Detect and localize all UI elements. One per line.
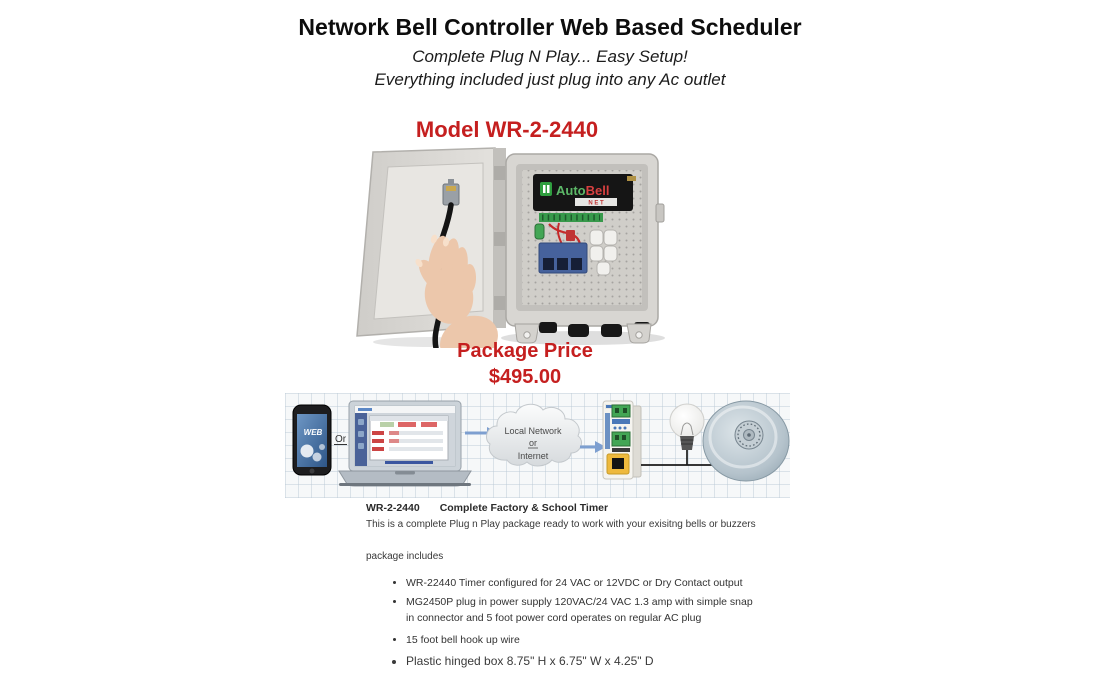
detail-intro: This is a complete Plug n Play package ready to work with your exisitng bells or buzzers [366, 519, 756, 530]
autobell-module [533, 174, 636, 211]
or-label: Or [335, 434, 347, 445]
cloud-text-line1: Local Network [504, 426, 562, 436]
detail-model-code: WR-2-2440 [366, 502, 420, 514]
bell-icon [703, 401, 789, 481]
enclosure-illustration [343, 146, 668, 348]
package-price-label: Package Price [457, 340, 593, 362]
cloud-text-line3: Internet [517, 451, 549, 461]
detail-model-title: Complete Factory & School Timer [439, 502, 609, 514]
cloud-text-line2: or [528, 438, 538, 448]
package-bullet: • WR-22440 Timer configured for 24 VAC or 12VDC or Dry Contact output [406, 576, 761, 592]
arrow-to-controller [580, 441, 606, 453]
model-heading: Model WR-2-2440 [415, 117, 599, 142]
package-includes-label: package includes [366, 551, 444, 562]
package-price-amount: $495.00 [488, 366, 562, 388]
network-diagram [285, 393, 790, 498]
subtitle-line-2: Everything included just plug into any Ac outlet [374, 70, 726, 89]
package-bullet: • MG2450P plug in power supply 120VAC/24 VAC 1.3 amp with simple snap in connector and 5 foot power cord operates on regular AC plug [406, 595, 761, 627]
autobell-brand-text: AutoBell [556, 183, 610, 198]
package-bullet: • Plastic hinged box 8.75" H x 6.75" W x 4.25" D [406, 652, 761, 670]
lightbulb-icon [670, 404, 704, 465]
detail-heading [366, 502, 786, 514]
package-bullet: • 15 foot bell hook up wire [406, 633, 761, 649]
laptop-icon [339, 401, 471, 486]
product-details [366, 502, 786, 673]
controller-icon [603, 401, 641, 479]
phone-screen-text: WEB [303, 428, 323, 437]
autobell-logo-icon [540, 182, 552, 196]
cloud-shape [486, 404, 581, 466]
page-title: Network Bell Controller Web Based Scheduler [298, 14, 802, 40]
subtitle-line-1: Complete Plug N Play... Easy Setup! [412, 47, 688, 66]
package-bullet-list [366, 576, 761, 670]
autobell-net-text: N E T [588, 200, 604, 207]
smartphone-icon [293, 405, 331, 475]
product-photo [343, 146, 668, 348]
